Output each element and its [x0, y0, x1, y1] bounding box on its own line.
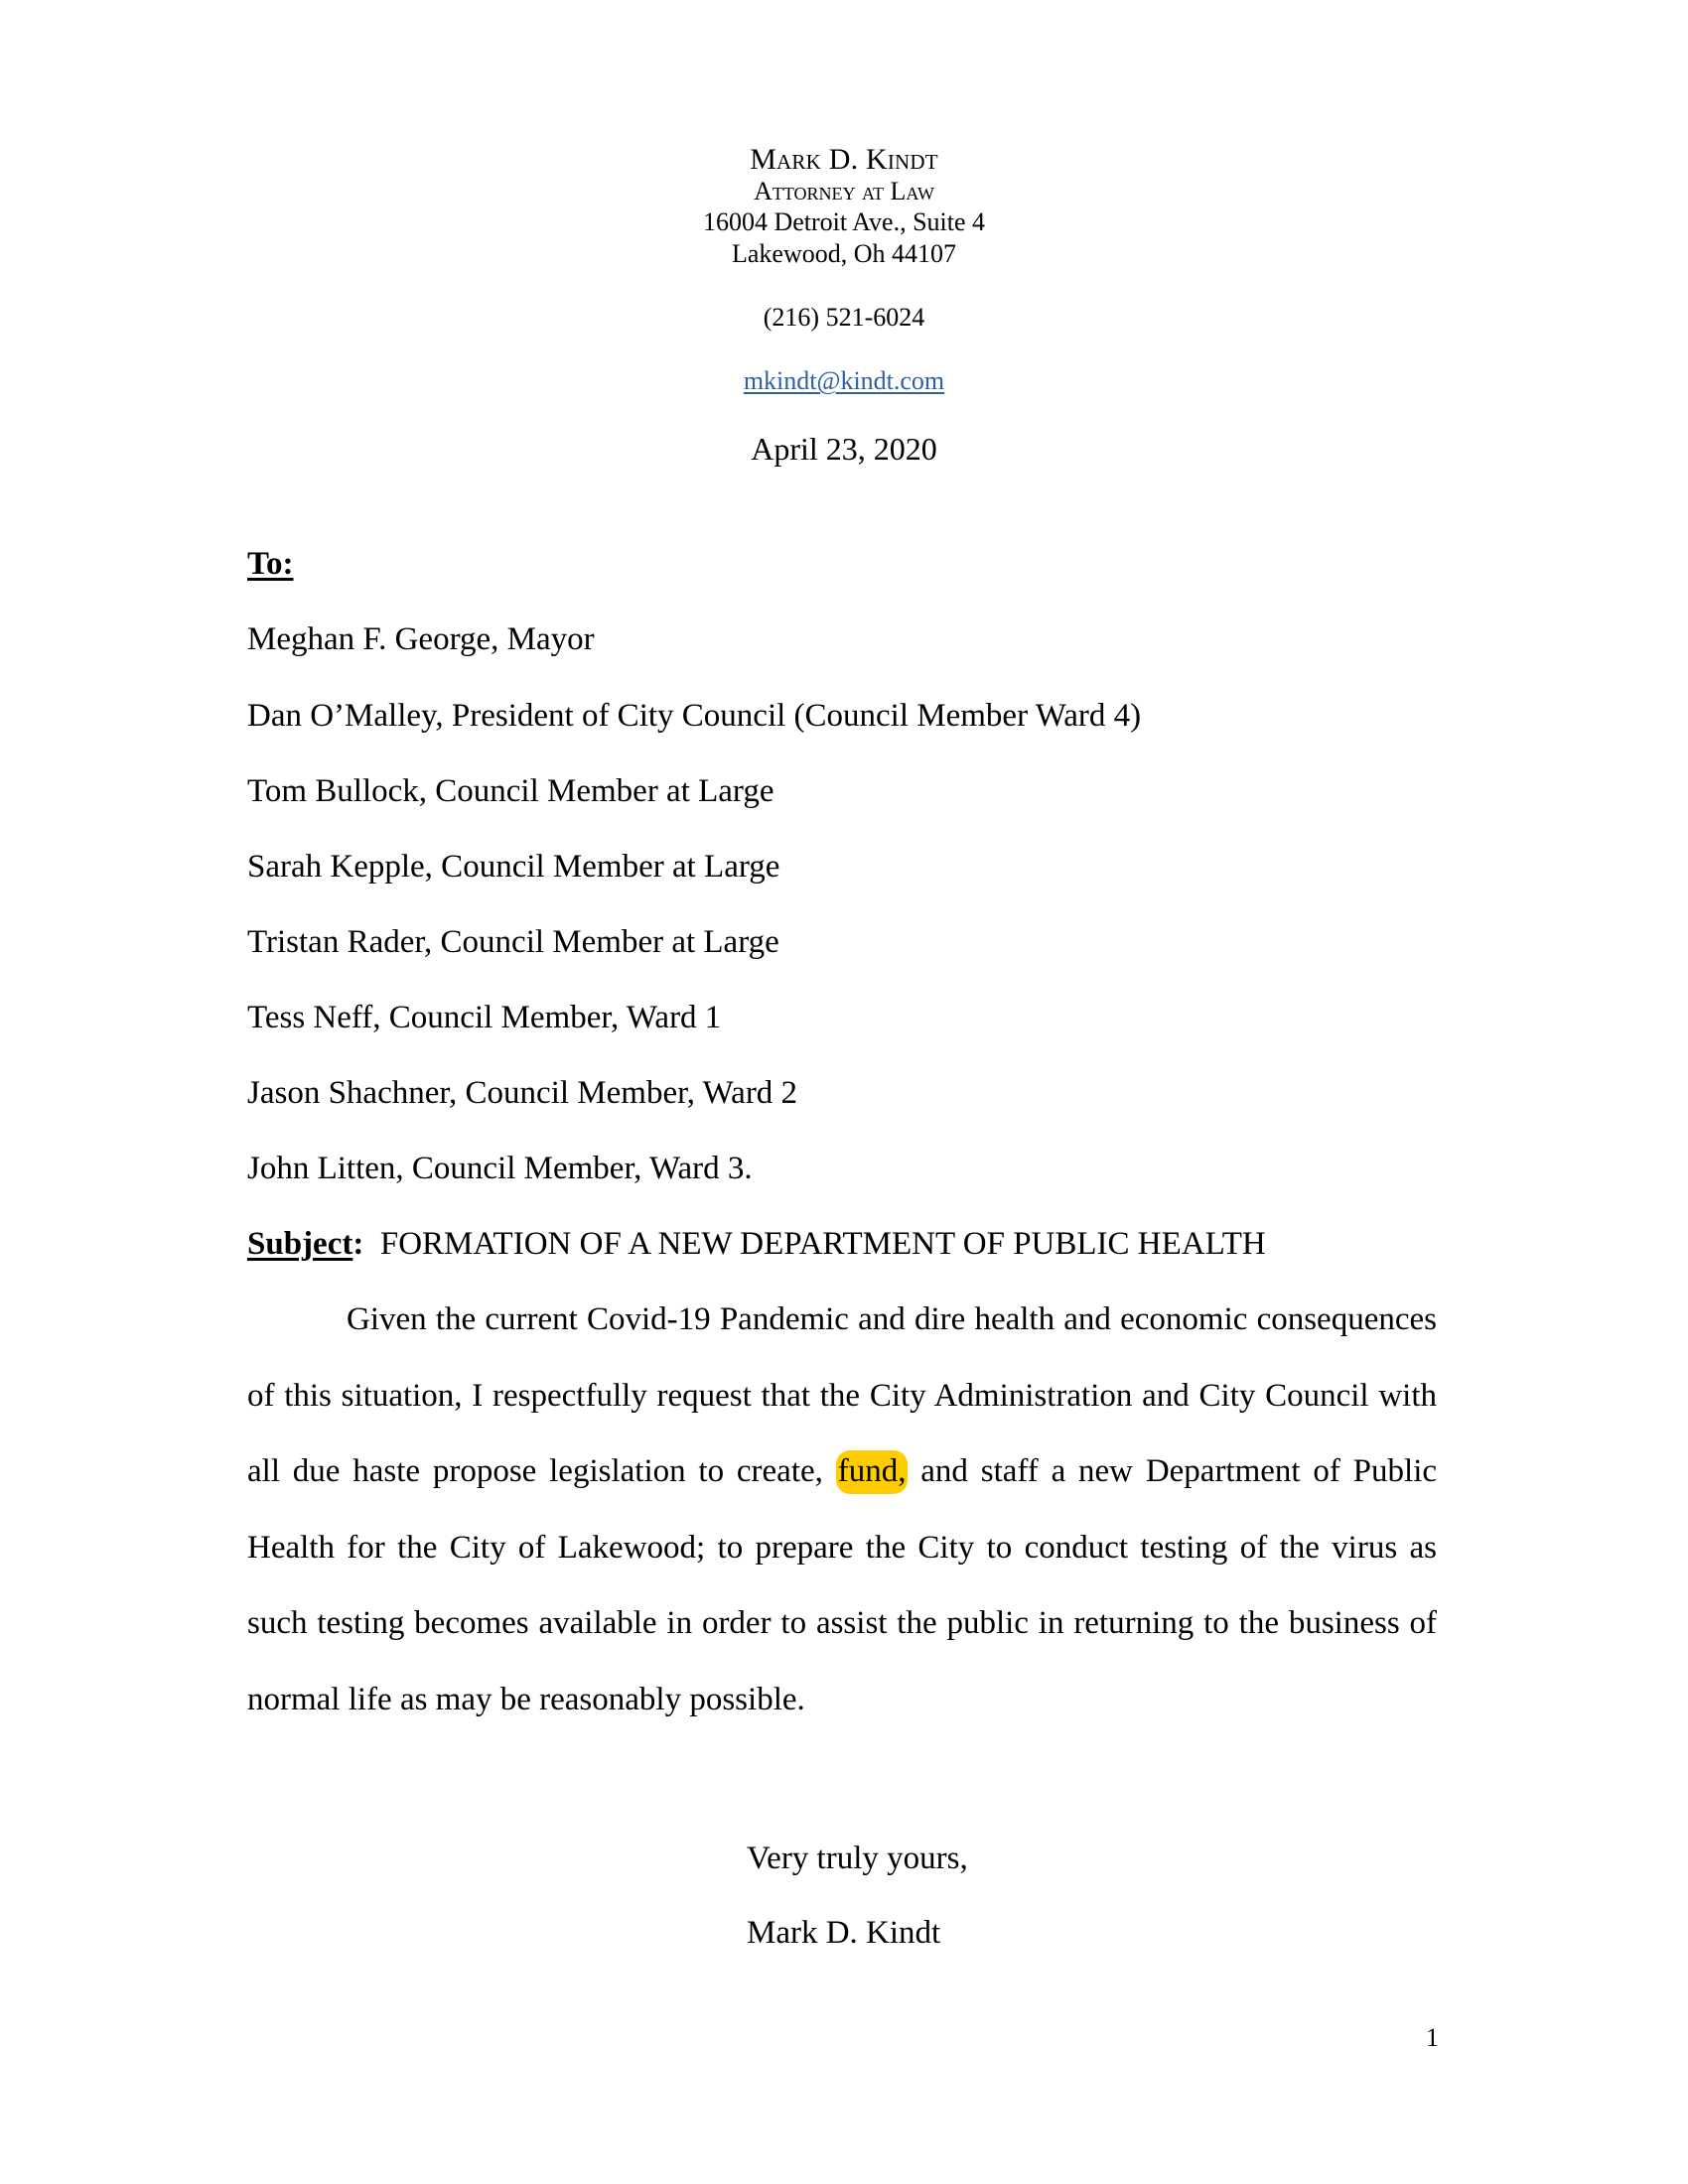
subject-line [247, 1228, 1266, 1261]
highlighted-word: fund, [836, 1450, 909, 1494]
recipient-line: Tess Neff, Council Member, Ward 1 [247, 1000, 722, 1035]
letterhead-name: Mark D. Kindt [750, 143, 938, 176]
paragraph-line: such testing becomes available in order to assist the public in returning to the business of [247, 1605, 1437, 1641]
paragraph-text: and staff a new Department of Public [920, 1453, 1438, 1489]
paragraph-line: Given the current Covid-19 Pandemic and dire health and economic consequences [347, 1301, 1437, 1337]
recipient-line: Dan O’Malley, President of City Council (Council Member Ward 4) [247, 698, 1142, 734]
to-heading [247, 548, 293, 581]
letterhead-phone: (216) 521-6024 [763, 303, 925, 332]
paragraph-line-highlighted [247, 1455, 1437, 1488]
email-link[interactable]: mkindt@kindt.com [743, 366, 945, 395]
subject-label: Subject [247, 1226, 353, 1262]
paragraph-line: normal life as may be reasonably possible. [247, 1682, 805, 1717]
letter-date: April 23, 2020 [751, 431, 937, 467]
recipient-line: Sarah Kepple, Council Member at Large [247, 849, 780, 885]
paragraph-text: all due haste propose legislation to create, [247, 1453, 823, 1489]
letterhead-address-line2: Lakewood, Oh 44107 [731, 239, 956, 268]
recipient-line: Jason Shachner, Council Member, Ward 2 [247, 1075, 798, 1111]
recipient-line: Meghan F. George, Mayor [247, 621, 595, 657]
letterhead-address-line1: 16004 Detroit Ave., Suite 4 [702, 207, 986, 236]
recipient-line: Tristan Rader, Council Member at Large [247, 924, 779, 960]
to-label: To: [247, 546, 294, 582]
paragraph-line: of this situation, I respectfully request that the City Administration and City Council with [247, 1378, 1437, 1414]
subject-text: FORMATION OF A NEW DEPARTMENT OF PUBLIC HEALTH [379, 1226, 1266, 1262]
page-number: 1 [1426, 2023, 1439, 2052]
paragraph-line: Health for the City of Lakewood; to prepare the City to conduct testing of the virus as [247, 1530, 1437, 1566]
signature: Mark D. Kindt [747, 1915, 941, 1951]
valediction: Very truly yours, [747, 1841, 968, 1876]
letterhead-email-wrap [0, 368, 1688, 394]
subject-colon: : [352, 1226, 364, 1262]
letterhead-title: Attorney at Law [754, 177, 934, 205]
recipient-line: John Litten, Council Member, Ward 3. [247, 1151, 753, 1186]
recipient-line: Tom Bullock, Council Member at Large [247, 773, 774, 809]
